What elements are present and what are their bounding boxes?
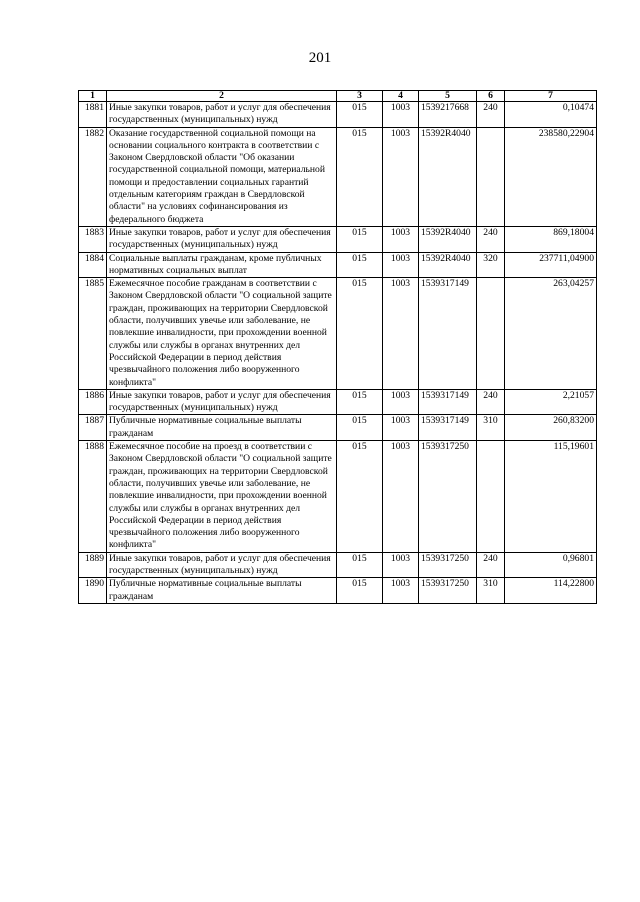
row-description: Ежемесячное пособие гражданам в соответствии с Законом Свердловской области "О социальной защите граждан, проживающих на территории Свердловской области, получивших увечье или заболевание, не повлекшие инвалидности, при прохождении военной службы или службы в органах внутренних дел Российской Федерации в период действия чрезвычайного положения либо вооруженного конфликта" <box>107 278 337 390</box>
row-number: 1881 <box>79 102 107 128</box>
section-code: 1003 <box>383 552 419 578</box>
row-number: 1885 <box>79 278 107 390</box>
section-code: 1003 <box>383 278 419 390</box>
ministry-code: 015 <box>337 252 383 278</box>
row-amount: 115,19601 <box>505 441 597 553</box>
ministry-code: 015 <box>337 578 383 604</box>
row-number: 1888 <box>79 441 107 553</box>
row-amount: 260,83200 <box>505 415 597 441</box>
row-number: 1887 <box>79 415 107 441</box>
row-description: Публичные нормативные социальные выплаты гражданам <box>107 415 337 441</box>
target-article-code: 1539317149 <box>419 389 477 415</box>
target-article-code: 15392R4040 <box>419 226 477 252</box>
expense-type-code: 240 <box>477 552 505 578</box>
ministry-code: 015 <box>337 415 383 441</box>
row-description: Социальные выплаты гражданам, кроме публичных нормативных социальных выплат <box>107 252 337 278</box>
table-row <box>79 252 597 278</box>
expense-type-code <box>477 278 505 390</box>
ministry-code: 015 <box>337 226 383 252</box>
target-article-code: 1539217668 <box>419 102 477 128</box>
ministry-code: 015 <box>337 389 383 415</box>
table-row <box>79 552 597 578</box>
section-code: 1003 <box>383 252 419 278</box>
expense-type-code <box>477 127 505 226</box>
row-description: Ежемесячное пособие на проезд в соответствии с Законом Свердловской области "О социальной защите граждан, проживающих на территории Свердловской области, получивших увечье или заболевание, не повлекшие инвалидности, при прохождении военной службы или службы в органах внутренних дел Российской Федерации в период действия чрезвычайного положения либо вооруженного конфликта" <box>107 441 337 553</box>
section-code: 1003 <box>383 226 419 252</box>
row-amount: 2,21057 <box>505 389 597 415</box>
table-row <box>79 415 597 441</box>
table-row <box>79 441 597 553</box>
row-number: 1890 <box>79 578 107 604</box>
expense-type-code: 240 <box>477 102 505 128</box>
table-row <box>79 578 597 604</box>
target-article-code: 15392R4040 <box>419 127 477 226</box>
target-article-code: 1539317250 <box>419 441 477 553</box>
section-code: 1003 <box>383 415 419 441</box>
row-description: Публичные нормативные социальные выплаты гражданам <box>107 578 337 604</box>
row-amount: 0,10474 <box>505 102 597 128</box>
row-description: Иные закупки товаров, работ и услуг для обеспечения государственных (муниципальных) нужд <box>107 389 337 415</box>
expense-type-code: 240 <box>477 389 505 415</box>
row-amount: 263,04257 <box>505 278 597 390</box>
row-description: Иные закупки товаров, работ и услуг для обеспечения государственных (муниципальных) нужд <box>107 102 337 128</box>
table-header-row <box>79 91 597 102</box>
row-number: 1889 <box>79 552 107 578</box>
table-row <box>79 389 597 415</box>
column-header: 1 <box>79 91 107 102</box>
row-description: Оказание государственной социальной помощи на основании социального контракта в соответствии с Законом Свердловской области "Об оказании государственной социальной помощи, материальной помощи и предоставлении социальных гарантий отдельным категориям граждан в Свердловской области" на условиях софинансирования из федерального бюджета <box>107 127 337 226</box>
row-number: 1883 <box>79 226 107 252</box>
target-article-code: 15392R4040 <box>419 252 477 278</box>
expense-type-code: 310 <box>477 578 505 604</box>
table-row <box>79 102 597 128</box>
row-description: Иные закупки товаров, работ и услуг для обеспечения государственных (муниципальных) нужд <box>107 552 337 578</box>
row-number: 1884 <box>79 252 107 278</box>
row-amount: 0,96801 <box>505 552 597 578</box>
column-header: 7 <box>505 91 597 102</box>
row-amount: 869,18004 <box>505 226 597 252</box>
expense-type-code: 310 <box>477 415 505 441</box>
ministry-code: 015 <box>337 127 383 226</box>
row-amount: 237711,04900 <box>505 252 597 278</box>
column-header: 2 <box>107 91 337 102</box>
target-article-code: 1539317250 <box>419 578 477 604</box>
column-header: 6 <box>477 91 505 102</box>
ministry-code: 015 <box>337 441 383 553</box>
target-article-code: 1539317149 <box>419 278 477 390</box>
ministry-code: 015 <box>337 552 383 578</box>
column-header: 3 <box>337 91 383 102</box>
expense-type-code <box>477 441 505 553</box>
section-code: 1003 <box>383 127 419 226</box>
section-code: 1003 <box>383 578 419 604</box>
section-code: 1003 <box>383 389 419 415</box>
table-row <box>79 127 597 226</box>
budget-table <box>78 90 597 604</box>
row-description: Иные закупки товаров, работ и услуг для обеспечения государственных (муниципальных) нужд <box>107 226 337 252</box>
row-amount: 114,22800 <box>505 578 597 604</box>
target-article-code: 1539317149 <box>419 415 477 441</box>
column-header: 5 <box>419 91 477 102</box>
row-amount: 238580,22904 <box>505 127 597 226</box>
target-article-code: 1539317250 <box>419 552 477 578</box>
table-row <box>79 278 597 390</box>
table-row <box>79 226 597 252</box>
section-code: 1003 <box>383 441 419 553</box>
section-code: 1003 <box>383 102 419 128</box>
expense-type-code: 240 <box>477 226 505 252</box>
ministry-code: 015 <box>337 278 383 390</box>
column-header: 4 <box>383 91 419 102</box>
ministry-code: 015 <box>337 102 383 128</box>
page-number: 201 <box>308 50 332 66</box>
row-number: 1886 <box>79 389 107 415</box>
expense-type-code: 320 <box>477 252 505 278</box>
row-number: 1882 <box>79 127 107 226</box>
